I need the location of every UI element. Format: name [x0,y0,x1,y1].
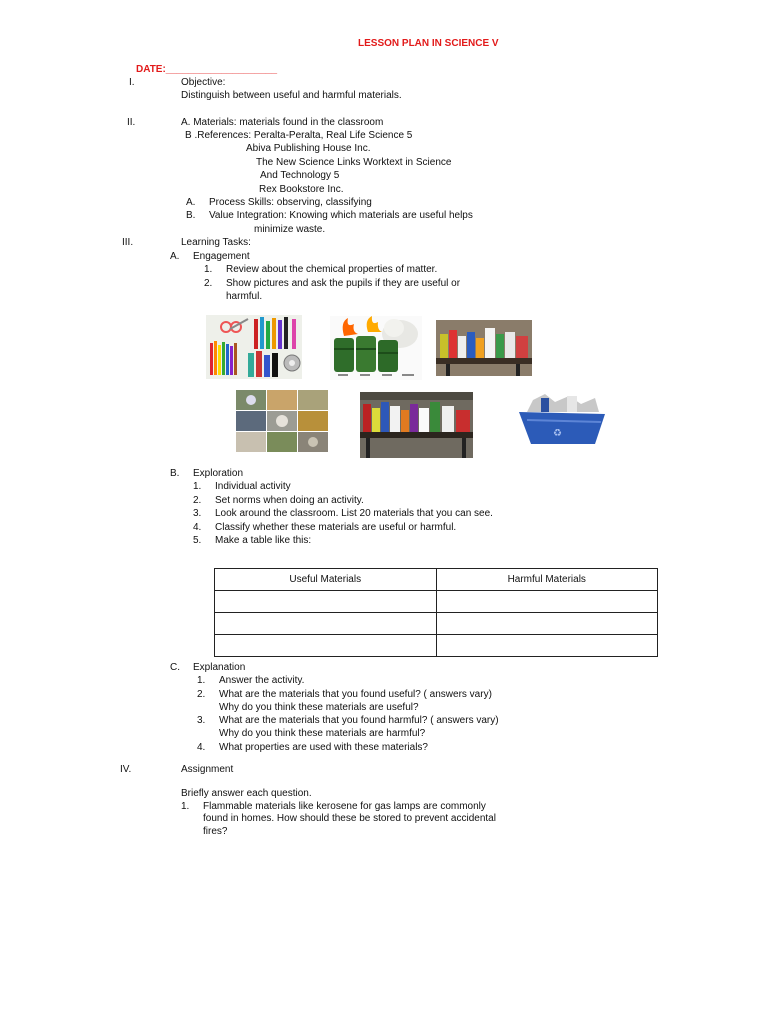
svg-text:♻: ♻ [553,428,562,439]
engagement-item-cont: harmful. [226,291,263,302]
explanation-item-cont: Why do you think these materials are useful? [219,702,419,713]
table-cell [215,591,437,613]
table-header-harmful: Harmful Materials [436,569,658,591]
explanation-item-cont: Why do you think these materials are harmful? [219,728,426,739]
list-number: 1. [193,481,202,492]
table-header-row [215,569,658,591]
table-header-useful: Useful Materials [215,569,437,591]
table-cell [436,591,658,613]
exploration-item: Classify whether these materials are useful or harmful. [215,522,457,533]
references-text: B .References: Peralta-Peralta, Real Life Science 5 [185,130,413,141]
list-number: 4. [197,742,206,753]
table-row [215,613,658,635]
section-number: IV. [120,764,132,775]
list-letter: A. [170,251,180,262]
list-number: 1. [197,675,206,686]
flammable-barrels-photo [330,316,422,380]
list-number: 3. [197,715,206,726]
section-number: I. [129,77,135,88]
list-number: 2. [204,278,213,289]
assignment-intro: Briefly answer each question. [181,788,312,799]
table-cell [215,613,437,635]
reference-line: The New Science Links Worktext in Science [256,157,452,168]
school-supplies-photo [206,315,302,379]
list-letter: B. [170,468,180,479]
list-number: 2. [193,495,202,506]
engagement-heading: Engagement [193,251,250,262]
process-skills-text: Process Skills: observing, classifying [209,197,372,208]
engagement-item: Review about the chemical properties of matter. [226,264,438,275]
materials-text: A. Materials: materials found in the classroom [181,117,384,128]
value-integration-cont: minimize waste. [254,224,326,235]
exploration-heading: Exploration [193,468,244,479]
table-cell [215,635,437,657]
list-letter: A. [186,197,196,208]
value-integration-text: Value Integration: Knowing which materials are useful helps [209,210,473,221]
exploration-item: Set norms when doing an activity. [215,495,364,506]
explanation-item: Answer the activity. [219,675,305,686]
list-number: 1. [181,801,190,812]
table-cell [436,635,658,657]
list-letter: B. [186,210,196,221]
list-number: 1. [204,264,213,275]
reference-line: Abiva Publishing House Inc. [246,143,371,154]
exploration-item: Make a table like this: [215,535,312,546]
exploration-item: Look around the classroom. List 20 materials that you can see. [215,508,493,519]
reference-line: Rex Bookstore Inc. [259,184,344,195]
assignment-question-cont: fires? [203,826,228,837]
explanation-item: What are the materials that you found useful? ( answers vary) [219,689,492,700]
list-letter: C. [170,662,180,673]
materials-collage-photo [236,390,328,452]
date-label: DATE:____________________ [136,64,278,75]
assignment-question: Flammable materials like kerosene for gas lamps are commonly [203,801,486,812]
recycling-bin-photo [515,392,611,454]
explanation-heading: Explanation [193,662,246,673]
list-number: 3. [193,508,202,519]
document-title: LESSON PLAN IN SCIENCE V [358,38,499,49]
table-cell [436,613,658,635]
table-row [215,591,658,613]
objective-heading: Objective: [181,77,226,88]
learning-tasks-heading: Learning Tasks: [181,237,251,248]
list-number: 4. [193,522,202,533]
chemical-containers-photo [436,320,532,376]
materials-table [214,568,658,657]
table-row [215,635,658,657]
explanation-item: What properties are used with these materials? [219,742,428,753]
section-number: III. [122,237,134,248]
assignment-heading: Assignment [181,764,234,775]
reference-line: And Technology 5 [260,170,340,181]
explanation-item: What are the materials that you found harmful? ( answers vary) [219,715,499,726]
list-number: 5. [193,535,202,546]
assignment-question-cont: found in homes. How should these be stored to prevent accidental [203,813,496,824]
list-number: 2. [197,689,206,700]
cleaning-products-shelf-photo [360,392,473,458]
section-number: II. [127,117,136,128]
engagement-item: Show pictures and ask the pupils if they are useful or [226,278,461,289]
objective-text: Distinguish between useful and harmful materials. [181,90,402,101]
exploration-item: Individual activity [215,481,291,492]
